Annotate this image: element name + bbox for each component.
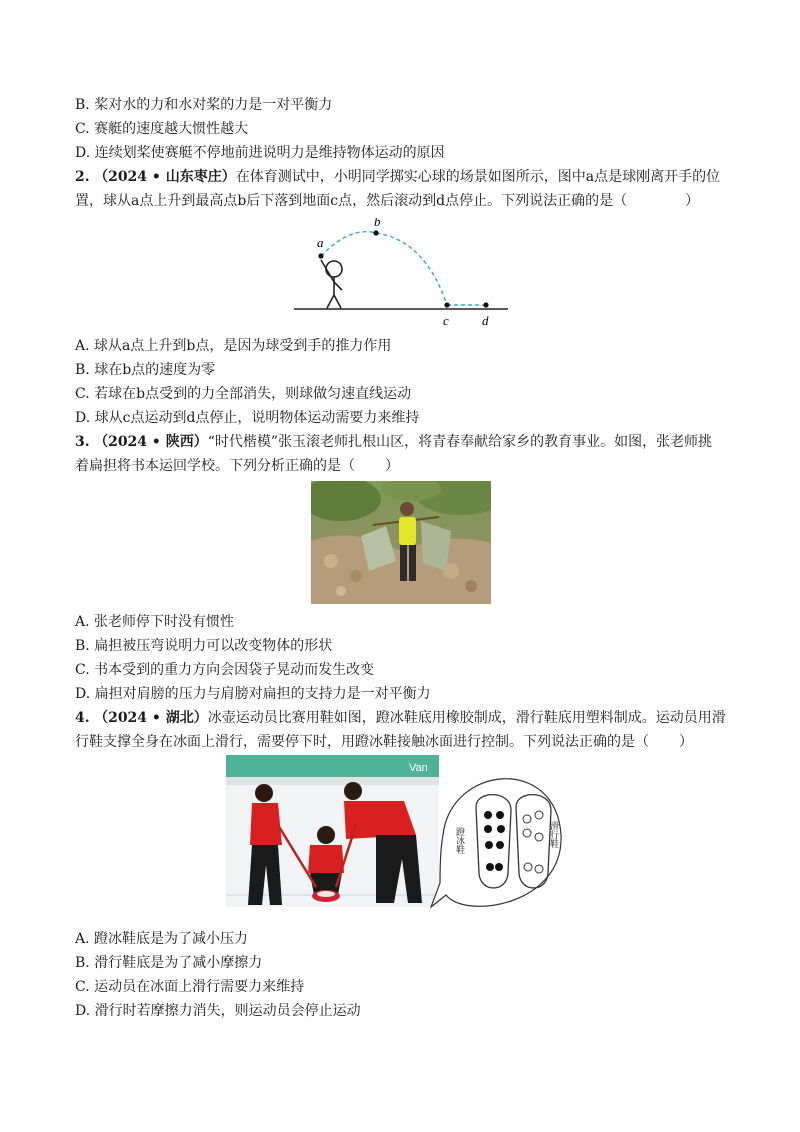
q4-source: （2024 • 湖北）	[94, 710, 208, 726]
q3-stem-text1: “时代楷模”张玉滚老师扎根山区，将青春奉献给家乡的教育事业。如图，张老师挑	[207, 434, 713, 450]
q3-source: （2024 • 陕西）	[94, 434, 208, 450]
q3-option-c: C. 书本受到的重力方向会因袋子晃动而发生改变	[75, 662, 375, 678]
q1-option-b: B. 桨对水的力和水对桨的力是一对平衡力	[75, 97, 333, 113]
q2-number: 2.	[75, 169, 90, 185]
q4-option-b: B. 滑行鞋底是为了减小摩擦力	[75, 955, 263, 971]
q2-source: （2024 • 山东枣庄）	[94, 169, 236, 185]
q3-stem-line1	[75, 432, 740, 452]
q4-curling-figure	[226, 755, 566, 920]
q4-stem-text2: 行鞋支撑全身在冰面上滑行，需要停下时，用蹬冰鞋接触冰面进行控制。下列说法正确的是（	[75, 734, 649, 750]
figure-head	[326, 261, 342, 277]
q2-stem-text1: 在体育测试中，小明同学掷实心球的场景如图所示，图中a点是球刚离开手的位	[235, 169, 721, 185]
q2-option-c: C. 若球在b点受到的力全部消失，则球做匀速直线运动	[75, 386, 412, 402]
q4-option-d: D. 滑行时若摩擦力消失，则运动员会停止运动	[75, 1003, 361, 1019]
q4-stem-line1	[75, 708, 740, 728]
q2-option-b: B. 球在b点的速度为零	[75, 362, 216, 378]
q3-number: 3.	[75, 434, 90, 450]
point-c	[444, 302, 449, 307]
q2-stem-line2	[75, 191, 740, 211]
label-c: c	[443, 313, 449, 328]
q3-option-a: A. 张老师停下时没有惯性	[75, 614, 235, 630]
q4-stem-line2	[75, 732, 740, 752]
q3-stem-line2	[75, 456, 740, 476]
q2-trajectory-figure	[290, 218, 515, 330]
q2-option-a: A. 球从a点上升到b点，是因为球受到手的推力作用	[75, 338, 392, 354]
point-b	[373, 230, 378, 235]
point-a	[318, 253, 323, 258]
q3-paren-close: ）	[385, 458, 399, 474]
q4-option-c: C. 运动员在冰面上滑行需要力来维持	[75, 979, 305, 995]
q4-stem-text1: 冰壶运动员比赛用鞋如图，蹬冰鞋底用橡胶制成，滑行鞋底用塑料制成。运动员用滑	[207, 710, 726, 726]
ball-trajectory	[321, 232, 447, 305]
q2-stem-text2: 置，球从a点上升到最高点b后下落到地面c点，然后滚动到d点停止。下列说法正确的是（	[75, 193, 628, 209]
q1-option-d: D. 连续划桨使赛艇不停地前进说明力是维持物体运动的原因	[75, 145, 445, 161]
slide-shoe-label: 滑行鞋	[548, 821, 558, 848]
q3-teacher-photo	[311, 481, 491, 604]
q4-paren-close: ）	[679, 734, 693, 750]
q3-option-d: D. 扁担对肩膀的压力与肩膀对扁担的支持力是一对平衡力	[75, 686, 431, 702]
q4-number: 4.	[75, 710, 90, 726]
q1-option-c: C. 赛艇的速度越大惯性越大	[75, 121, 249, 137]
q3-option-b: B. 扁担被压弯说明力可以改变物体的形状	[75, 638, 333, 654]
label-a: a	[317, 235, 324, 250]
label-b: b	[374, 218, 381, 229]
label-d: d	[482, 313, 489, 328]
q3-stem-text2: 着扁担将书本运回学校。下列分析正确的是（	[75, 458, 355, 474]
q2-option-d: D. 球从c点运动到d点停止，说明物体运动需要力来维持	[75, 410, 420, 426]
q2-stem-line1	[75, 167, 740, 187]
push-shoe-label: 蹬冰鞋	[454, 827, 464, 854]
banner-text: Van	[409, 762, 428, 774]
q4-option-a: A. 蹬冰鞋底是为了减小压力	[75, 931, 249, 947]
point-d	[483, 302, 488, 307]
q2-paren-close: ）	[685, 193, 700, 209]
